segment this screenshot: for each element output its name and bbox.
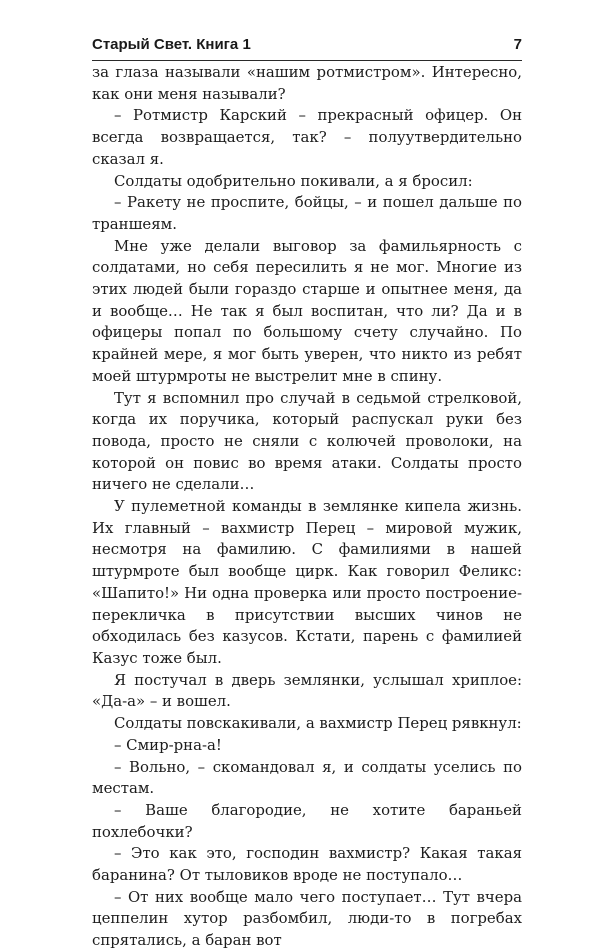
paragraph: У пулеметной команды в землянке кипела жизнь. Их главный – вахмистр Перец – мировой мужик, несмотря на фамилию. С фамилиями в нашей штурмроте был вообще цирк. Как говорил Феликс: «Шапито!» Ни одна проверка или просто построение-перекличка в присутствии высших чинов не обходилась без казусов. Кстати, парень с фамилией Казус тоже был. — [92, 497, 522, 667]
paragraph: – Вольно, – скомандовал я, и солдаты уселись по местам. — [92, 757, 522, 798]
running-header — [92, 36, 522, 56]
paragraph: за глаза называли «нашим ротмистром». Интересно, как они меня называли? — [92, 63, 522, 103]
paragraph: Я постучал в дверь землянки, услышал хриплое: «Да-а» – и вошел. — [92, 670, 522, 711]
paragraph: Солдаты одобрительно покивали, а я бросил: — [114, 171, 473, 190]
header-divider — [92, 60, 522, 61]
paragraph: – Ротмистр Карский – прекрасный офицер. Он всегда возвращается, так? – полуутвердительно сказал я. — [92, 106, 522, 168]
book-title: Старый Свет. Книга 1 — [92, 36, 251, 53]
paragraph: Солдаты повскакивали, а вахмистр Перец рявкнул: — [114, 714, 522, 733]
paragraph: – Смир-рна-а! — [114, 735, 222, 754]
paragraph: Мне уже делали выговор за фамильярность с солдатами, но себя пересилить я не мог. Многие из этих людей были гораздо старше и опытнее меня, да и вообще… Не так я был воспитан, что ли? Да и в офицеры попал по большому счету случайно. По крайней мере, я мог быть уверен, что никто из ребят моей штурмроты не выстрелит мне в спину. — [92, 236, 522, 385]
paragraph: Тут я вспомнил про случай в седьмой стрелковой, когда их поручика, который распускал руки без повода, просто не сняли с колючей проволоки, на которой он повис во время атаки. Солдаты просто ничего не сделали… — [92, 388, 522, 494]
paragraph: – От них вообще мало чего поступает… Тут вчера цеппелин хутор разбомбил, люди-то в погребах спрятались, а баран вот — [92, 887, 522, 950]
paragraph: – Ракету не проспите, бойцы, – и пошел дальше по траншеям. — [92, 193, 522, 233]
paragraph: – Ваше благородие, не хотите бараньей похлебочки? — [92, 800, 522, 841]
paragraph: – Это как это, господин вахмистр? Какая такая баранина? От тыловиков вроде не поступало… — [92, 844, 522, 885]
page-body — [92, 62, 522, 952]
page-number: 7 — [513, 36, 522, 53]
